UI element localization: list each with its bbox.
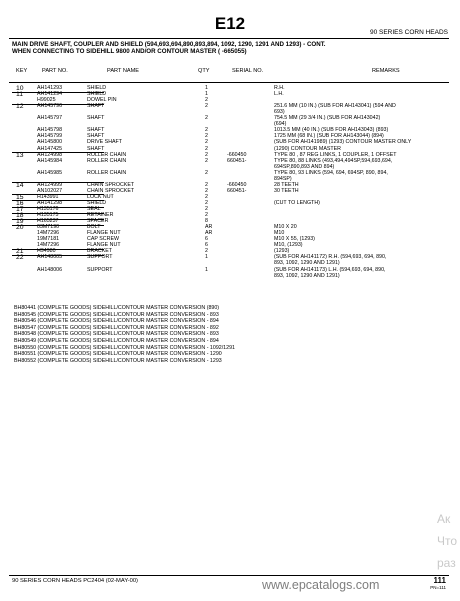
cell-qty: 2	[205, 212, 208, 219]
row-separator	[12, 200, 104, 201]
col-header-serial-no: SERIAL NO.	[232, 68, 264, 74]
cell-part-name: SHAFT	[87, 115, 105, 122]
cell-remarks: 754.5 MM (29 3/4 IN.) (SUB FOR AH143042)	[274, 115, 381, 122]
conversion-item: BH80545 (COMPLETE GOODS) SIDEHILL/CONTOUR MASTER CONVERSION - 893	[14, 311, 219, 318]
cell-serial-no: -660450	[227, 151, 247, 158]
cell-qty: 2	[205, 193, 208, 200]
cell-part-name: CHAIN SPROCKET	[87, 187, 135, 194]
cell-qty: 2	[205, 103, 208, 110]
cell-remarks: (1293)	[274, 248, 290, 255]
cell-remarks: (SUB FOR AH141173) L.H. (594,693, 694, 890,	[274, 266, 386, 273]
cell-part-name: LOCK NUT	[87, 193, 114, 200]
cell-qty: 2	[205, 151, 208, 158]
cell-part-name: CHAIN SPROCKET	[87, 181, 135, 188]
cell-key: 19	[16, 218, 24, 226]
cell-qty: 2	[205, 139, 208, 146]
cell-part-name: BOLT	[87, 224, 101, 231]
row-separator	[12, 213, 104, 214]
cell-part-no: H135176	[37, 206, 59, 212]
cell-qty: 8	[205, 218, 208, 225]
cell-qty: 2	[205, 145, 208, 152]
cell-remarks: 28 TEETH	[274, 181, 299, 188]
col-header-part-no: PART NO.	[42, 68, 68, 74]
cell-qty: 2	[205, 157, 208, 164]
row-separator	[12, 225, 104, 226]
conversion-item: BH80548 (COMPLETE GOODS) SIDEHILL/CONTOUR MASTER CONVERSION - 893	[14, 331, 219, 338]
cell-part-name: SHIELD	[87, 91, 107, 98]
section-subheading: WHEN CONNECTING TO SIDEHILL 9800 AND/OR CONTOUR MASTER ( -665055)	[12, 48, 247, 55]
cell-serial-no: -660450	[227, 181, 247, 188]
cell-part-no: AH145797	[37, 115, 63, 122]
cell-qty: 2	[205, 248, 208, 255]
cell-part-no: AH145799	[37, 133, 63, 140]
conversion-item: BH80551 (COMPLETE GOODS) SIDEHILL/CONTOUR MASTER CONVERSION - 1290	[14, 351, 222, 358]
footer-text: 90 SERIES CORN HEADS PC2404 (02-MAY-00)	[12, 578, 138, 584]
cell-serial-no: 660451-	[227, 187, 247, 194]
cell-part-no: AH145798	[37, 127, 63, 134]
page-title: E12	[214, 14, 246, 33]
cell-key: 14	[16, 181, 24, 189]
cell-part-no: AH145984	[37, 157, 63, 164]
cell-part-no: H94980	[37, 248, 56, 255]
page-code: PN=111	[430, 585, 446, 590]
cell-part-no: AH145796	[37, 103, 63, 110]
cell-remarks: M10, (1293)	[274, 242, 303, 249]
conversion-item: BH80546 (COMPLETE GOODS) SIDEHILL/CONTOUR MASTER CONVERSION - 894	[14, 318, 219, 325]
cell-key: 17	[16, 206, 24, 213]
cell-qty: 2	[205, 169, 208, 176]
row-separator	[12, 104, 104, 105]
cell-remarks: (CUT TO LENGTH)	[274, 199, 320, 206]
cell-qty: 2	[205, 133, 208, 140]
cell-part-name: FLANGE NUT	[87, 230, 121, 237]
table-row	[0, 273, 460, 280]
row-separator	[12, 207, 104, 208]
cell-remarks: R.H.	[274, 85, 285, 91]
row-separator	[12, 152, 104, 153]
cell-part-name: SHIELD	[87, 199, 107, 206]
cell-part-no: H135175	[37, 212, 59, 219]
cell-key: 18	[16, 212, 24, 220]
cell-key: 21	[16, 248, 24, 256]
cell-key: 12	[16, 103, 24, 111]
col-header-qty: QTY	[198, 68, 210, 74]
cell-remarks: TYPE 80 , 87 REG LINKS, 1 COUPLER, 1 OFFSET	[274, 151, 397, 158]
ghost-text-1: Ак	[437, 512, 451, 526]
cell-qty: 1	[205, 266, 208, 273]
cell-remarks: (694)	[274, 121, 287, 128]
cell-qty: 1	[205, 91, 208, 98]
cell-remarks: TYPE 80, 88 LINKS (493,494,494SP,594,693,694,	[274, 157, 393, 164]
cell-remarks: (1290) CONTOUR MASTER	[274, 145, 342, 152]
section-heading: MAIN DRIVE SHAFT, COUPLER AND SHIELD (594,693,694,890,893,894, 1092, 1290, 1291 AND 1293) - CONT.	[12, 41, 326, 48]
cell-part-name: FLANGE NUT	[87, 242, 121, 249]
cell-remarks: 894SP)	[274, 175, 292, 182]
row-separator	[12, 219, 104, 220]
col-header-part-name: PART NAME	[107, 68, 140, 74]
cell-qty: 2	[205, 187, 208, 194]
cell-remarks: 893, 1092, 1290 AND 1291)	[274, 260, 340, 267]
cell-remarks: TYPE 80, 93 LINKS (594, 694, 694SP, 890, 894,	[274, 169, 388, 176]
cell-part-name: DRIVE SHAFT	[87, 139, 123, 146]
cell-part-name: ROLLER CHAIN	[87, 169, 127, 176]
section-header: 90 SERIES CORN HEADS	[369, 29, 448, 36]
cell-remarks: 893, 1092, 1290 AND 1291)	[274, 272, 340, 279]
cell-part-no: H143991	[37, 193, 59, 200]
row-separator	[12, 249, 104, 250]
cell-qty: 2	[205, 199, 208, 206]
cell-key: 15	[16, 193, 24, 201]
cell-remarks: 693)	[274, 109, 285, 116]
row-separator	[12, 92, 104, 93]
ghost-text-2: Что	[437, 534, 458, 548]
watermark-url: www.epcatalogs.com	[262, 578, 380, 592]
header-rule	[9, 38, 449, 39]
cell-remarks: 251.6 MM (10 IN.) (SUB FOR AH143041) (594 AND	[274, 103, 396, 110]
cell-part-no: H99025	[37, 97, 56, 104]
cell-part-name: SHAFT	[87, 133, 105, 140]
cell-qty: 2	[205, 115, 208, 122]
conversion-item: BH80552 (COMPLETE GOODS) SIDEHILL/CONTOUR MASTER CONVERSION - 1293	[14, 357, 222, 364]
page-number: 111	[433, 576, 446, 585]
cell-part-name: SUPPORT	[87, 254, 113, 261]
cell-qty: AR	[205, 224, 213, 231]
cell-part-no: 03M7190	[37, 224, 60, 231]
cell-serial-no: 660451-	[227, 157, 247, 164]
cell-qty: 1	[205, 85, 208, 91]
cell-part-no: AH147425	[37, 145, 63, 152]
cell-part-no: 14M7296	[37, 230, 60, 237]
footer-rule	[9, 575, 449, 576]
cell-key: 22	[16, 254, 24, 262]
cell-part-name: BRACKET	[87, 248, 113, 255]
cell-part-name: ROLLER CHAIN	[87, 151, 127, 158]
cell-remarks: M10 X 55, (1293)	[274, 236, 315, 243]
cell-part-name: RETAINER	[87, 212, 114, 219]
cell-remarks: 30 TEETH	[274, 187, 299, 194]
cell-part-no: AH141294	[37, 91, 63, 98]
cell-part-name: SHIELD	[87, 85, 107, 91]
cell-key: 16	[16, 199, 24, 207]
cell-part-no: 14M7296	[37, 242, 60, 249]
cell-qty: 2	[205, 97, 208, 104]
cell-remarks: 1725 MM (68 IN.) (SUB FOR AH143044) (894)	[274, 133, 384, 140]
cell-qty: 1	[205, 254, 208, 261]
row-separator	[12, 182, 104, 183]
row-separator	[12, 194, 104, 195]
cell-qty: 6	[205, 242, 208, 249]
ghost-text-3: раз	[437, 556, 456, 570]
cell-part-name: SUPPORT	[87, 266, 113, 273]
cell-part-name: CAP SCREW	[87, 236, 119, 243]
cell-qty: AR	[205, 230, 213, 237]
cell-part-name: ROLLER CHAIN	[87, 157, 127, 164]
cell-remarks: M10 X 20	[274, 224, 297, 231]
conversion-item: BH80549 (COMPLETE GOODS) SIDEHILL/CONTOUR MASTER CONVERSION - 894	[14, 338, 219, 344]
cell-part-no: AH141293	[37, 85, 63, 91]
cell-remarks: M10	[274, 230, 285, 237]
cell-part-no: AH141298	[37, 199, 63, 206]
cell-part-no: AH148006	[37, 266, 63, 273]
cell-key: 10	[16, 85, 24, 92]
cell-key: 20	[16, 224, 24, 232]
cell-remarks: (SUB FOR AH141989) (1293) CONTOUR MASTER ONLY	[274, 139, 412, 146]
cell-part-no: AH124999	[37, 181, 63, 188]
cell-qty: 2	[205, 127, 208, 134]
cell-part-no: AH145800	[37, 139, 63, 146]
cell-qty: 2	[205, 181, 208, 188]
cell-remarks: 1013.5 MM (40 IN.) (SUB FOR AH143043) (893)	[274, 127, 389, 134]
col-header-remarks: REMARKS	[372, 68, 400, 74]
cell-qty: 6	[205, 236, 208, 243]
col-header-key: KEY	[16, 68, 28, 74]
cell-part-no: AH145985	[37, 169, 63, 176]
cell-part-no: 19M7181	[37, 236, 60, 243]
cell-part-no: H165237	[37, 218, 59, 225]
cell-part-no: AH148005	[37, 254, 63, 261]
cell-remarks: 694SP,890,893 AND 894)	[274, 163, 335, 170]
cell-key: 11	[16, 91, 24, 99]
conversion-item: BH80547 (COMPLETE GOODS) SIDEHILL/CONTOUR MASTER CONVERSION - 892	[14, 324, 219, 331]
cell-key: 13	[16, 151, 24, 159]
conversion-item: BH80550 (COMPLETE GOODS) SIDEHILL/CONTOUR MASTER CONVERSION - 1092/1291	[14, 344, 235, 351]
cell-part-no: AN102027	[37, 187, 63, 194]
row-separator	[12, 255, 104, 256]
cell-part-name: SEAL	[87, 206, 101, 212]
cell-part-name: DOWEL PIN	[87, 97, 117, 104]
cell-part-name: SHAFT	[87, 127, 105, 134]
cell-part-no: AH124998	[37, 151, 63, 158]
cell-part-name: SHAFT	[87, 103, 105, 110]
cell-part-name: SHAFT	[87, 145, 105, 152]
cell-remarks: (SUB FOR AH141172) R.H. (594,693, 694, 890,	[274, 254, 387, 261]
cell-remarks: L.H.	[274, 91, 284, 98]
conversion-item: BH80441 (COMPLETE GOODS) SIDEHILL/CONTOUR MASTER CONVERSION (890)	[14, 305, 220, 311]
cell-part-name: SPACER	[87, 218, 109, 225]
cell-qty: 2	[205, 206, 208, 212]
column-header-rule	[9, 82, 449, 83]
